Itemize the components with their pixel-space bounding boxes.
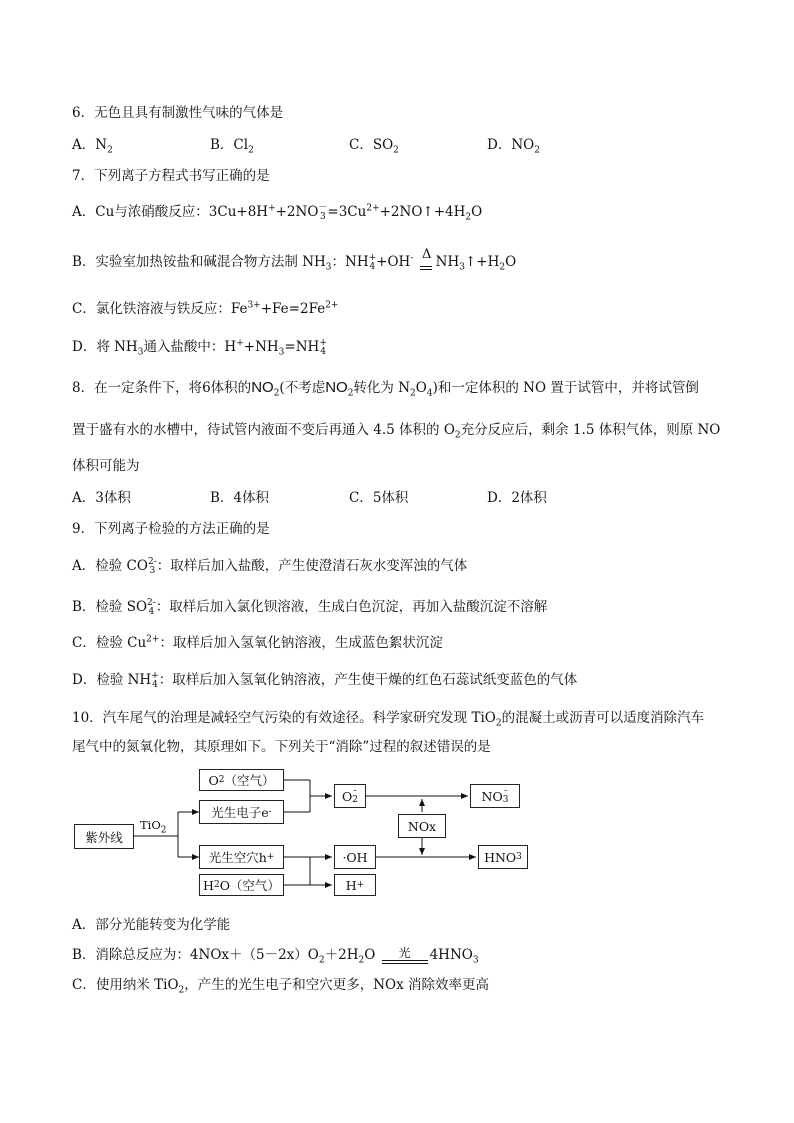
tio2-label: TiO$_2$ [140,818,167,836]
q7-stem: 7．下列离子方程式书写正确的是 [72,168,270,184]
q8-option-d[interactable]: D．2体积 [487,490,547,506]
nitrate-box: NO - 3 [470,784,520,808]
nitric-acid-box: HNO 3 [478,845,528,869]
photo-hole-box: 光生空穴h + [199,845,284,869]
q9-stem: 9．下列离子检验的方法正确的是 [72,521,270,537]
q9-option-a[interactable]: A．检验 CO 2- 3 ：取样后加入盐酸，产生使澄清石灰水变浑浊的气体 [72,556,468,576]
nox-box: NOx [398,814,446,838]
q10-option-b[interactable]: B．消除总反应为：$4NOx+(5-2x)O_2+2H_2O$ 光 $4HNO_3$ [72,946,479,966]
uv-box: 紫外线 [74,824,134,849]
o2-air-box: O 2 （空气） [199,769,284,791]
q8-option-a[interactable]: A．3体积 [72,490,131,506]
q6-option-b[interactable]: B．$Cl_2$ [210,137,254,156]
q10-stem-line2: 尾气中的氮氧化物，其原理如下。下列关于“消除”过程的叙述错误的是 [72,739,491,755]
q7-option-c[interactable]: C．氯化铁溶液与铁反应：$Fe^{3+}+Fe=2Fe^{2+}$ [72,300,339,317]
superoxide-box: O - 2 [334,784,366,808]
q6-option-a[interactable]: A．$N_2$ [72,137,113,156]
q6-option-d[interactable]: D．$NO_2$ [487,137,540,156]
q10-stem-line1: 10．汽车尾气的治理是减轻空气污染的有效途径。科学家研究发现 TiO$_2$的混凝土或沥青可以适度消除汽车 [72,710,705,729]
q8-option-b[interactable]: B．4体积 [210,490,270,506]
q7-option-b[interactable]: B．实验室加热铵盐和碱混合物方法制 $NH_3$：NH + 4 +OH- Δ $NH_3↑+H_2O$ [72,247,517,273]
q8-stem-line2: 置于盛有水的水槽中，待试管内液面不变后再通入 4.5 体积的 $O_2$充分反应后，剩余 1.5 体积气体，则原 NO [72,422,721,441]
photo-electron-box: 光生电子e - [199,800,284,824]
q7-option-a[interactable]: A．Cu与浓硝酸反应：3Cu+8H++2NO － 3 $=3Cu^{2+}+2NO↑+4H_2O$ [72,202,483,223]
q6-option-c[interactable]: C．$SO_2$ [349,137,399,156]
q9-option-c[interactable]: C．检验 $Cu^{2+}$：取样后加入氢氧化钠溶液，生成蓝色絮状沉淀 [72,634,443,651]
q10-option-a[interactable]: A．部分光能转变为化学能 [72,917,231,933]
q6-stem: 6．无色且具有制激性气味的气体是 [72,105,284,121]
hydroxyl-box: ·OH [334,845,376,869]
q9-option-b[interactable]: B．检验 SO 2- 4 ：取样后加入氯化钡溶液，生成白色沉淀，再加入盐酸沉淀不溶解 [72,597,548,617]
q10-option-c[interactable]: C．使用纳米 TiO$_2$，产生的光生电子和空穴更多，NOx 消除效率更高 [72,977,490,996]
h2o-air-box: H 2 O（空气） [199,874,284,896]
q9-option-d[interactable]: D．检验 NH + 4 ：取样后加入氢氧化钠溶液，产生使干燥的红色石蕊试纸变蓝色的气体 [72,670,578,690]
q8-option-c[interactable]: C．5体积 [349,490,409,506]
q7-option-d[interactable]: D．将 $NH_3$通入盐酸中：$H^++NH_3=NH$ + 4 [72,337,327,358]
hplus-box: H + [334,874,376,896]
q8-stem-line3: 体积可能为 [72,458,140,474]
q8-stem-line1: 8．在一定条件下，将6体积的$NO_2$(不考虑$NO_2$转化为 $N_2O_4$)和一定体积的 NO 置于试管中，并将试管倒 [72,379,699,399]
